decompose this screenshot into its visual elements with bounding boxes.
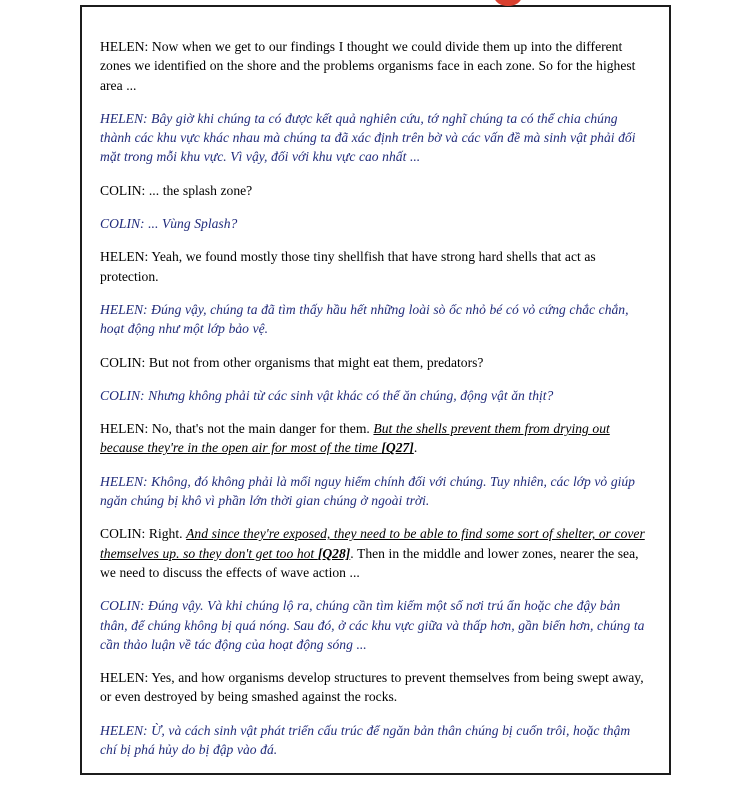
transcript-line-helen-4: HELEN: Yes, and how organisms develop structures to prevent themselves from being swept away, or even destroyed by being smashed against the rocks. xyxy=(100,670,644,705)
transcript-line-colin-2-vi: COLIN: Nhưng không phải từ các sinh vật khác có thể ăn chúng, động vật ăn thịt? xyxy=(100,387,554,403)
transcript-line-colin-1: COLIN: ... the splash zone? xyxy=(100,182,253,198)
q27-lead-text: HELEN: No, that's not the main danger for them. xyxy=(100,421,374,437)
transcript-frame xyxy=(80,5,671,775)
transcript-line-colin-1-vi: COLIN: ... Vùng Splash? xyxy=(100,216,238,232)
transcript-line-helen-3-vi: HELEN: Không, đó không phải là mối nguy hiểm chính đối với chúng. Tuy nhiên, các lớp vỏ giúp ngăn chúng bị khô vì phần lớn thời gian chúng ở ngoài trời. xyxy=(100,473,635,509)
transcript-line-helen-4-vi: HELEN: Ừ, và cách sinh vật phát triển cấu trúc để ngăn bản thân chúng bị cuốn trôi, hoặc thậm chí bị phá hủy do bị đập vào đá. xyxy=(100,722,631,758)
transcript-body xyxy=(82,7,669,769)
transcript-line-helen-1-vi: HELEN: Bây giờ khi chúng ta có được kết quả nghiên cứu, tớ nghĩ chúng ta có thể chia chúng thành các khu vực khác nhau mà chúng ta đã xác định trên bờ và các vấn đề mà sinh vật phải đối mặt trong mỗi khu vực. Vì vậy, đối với khu vực cao nhất ... xyxy=(100,110,636,165)
transcript-line-colin-2: COLIN: But not from other organisms that might eat them, predators? xyxy=(100,354,484,370)
q28-answer-text: And since they're exposed, they need to be able to find some sort of shelter, or cover themselves up. so they don't get too hot xyxy=(100,526,645,561)
q28-lead-text: COLIN: Right. xyxy=(100,526,187,542)
q27-trail-text: . xyxy=(413,440,418,456)
transcript-line-helen-2: HELEN: Yeah, we found mostly those tiny shellfish that have strong hard shells that act as protection. xyxy=(100,249,596,284)
q28-question-tag: [Q28] xyxy=(317,545,351,561)
transcript-line-colin-3-vi: COLIN: Đúng vậy. Và khi chúng lộ ra, chúng cần tìm kiếm một số nơi trú ẩn hoặc che đậy bản thân, để chúng không bị quá nóng. Sau đó, ở các khu vực giữa và thấp hơn, gần biển hơn, chúng ta cần thảo luận về tác động của hoạt động sóng ... xyxy=(100,598,645,652)
q28-trail-text: . Then in the middle and lower zones, nearer the sea, we need to discuss the effects of wave action ... xyxy=(100,545,639,580)
transcript-line-colin-3-q28 xyxy=(100,524,647,582)
transcript-line-helen-3-q27 xyxy=(100,419,647,458)
q27-question-tag: [Q27] xyxy=(381,440,414,456)
transcript-line-helen-2-vi: HELEN: Đúng vậy, chúng ta đã tìm thấy hầu hết những loài sò ốc nhỏ bé có vỏ cứng chắc chắn, hoạt động như một lớp bảo vệ. xyxy=(100,301,629,337)
transcript-line-helen-1: HELEN: Now when we get to our findings I thought we could divide them up into the different zones we identified on the shore and the problems organisms face in each zone. So for the highest area ... xyxy=(100,39,636,93)
q27-answer-text: But the shells prevent them from drying out because they're in the open air for most of the time xyxy=(100,421,610,456)
